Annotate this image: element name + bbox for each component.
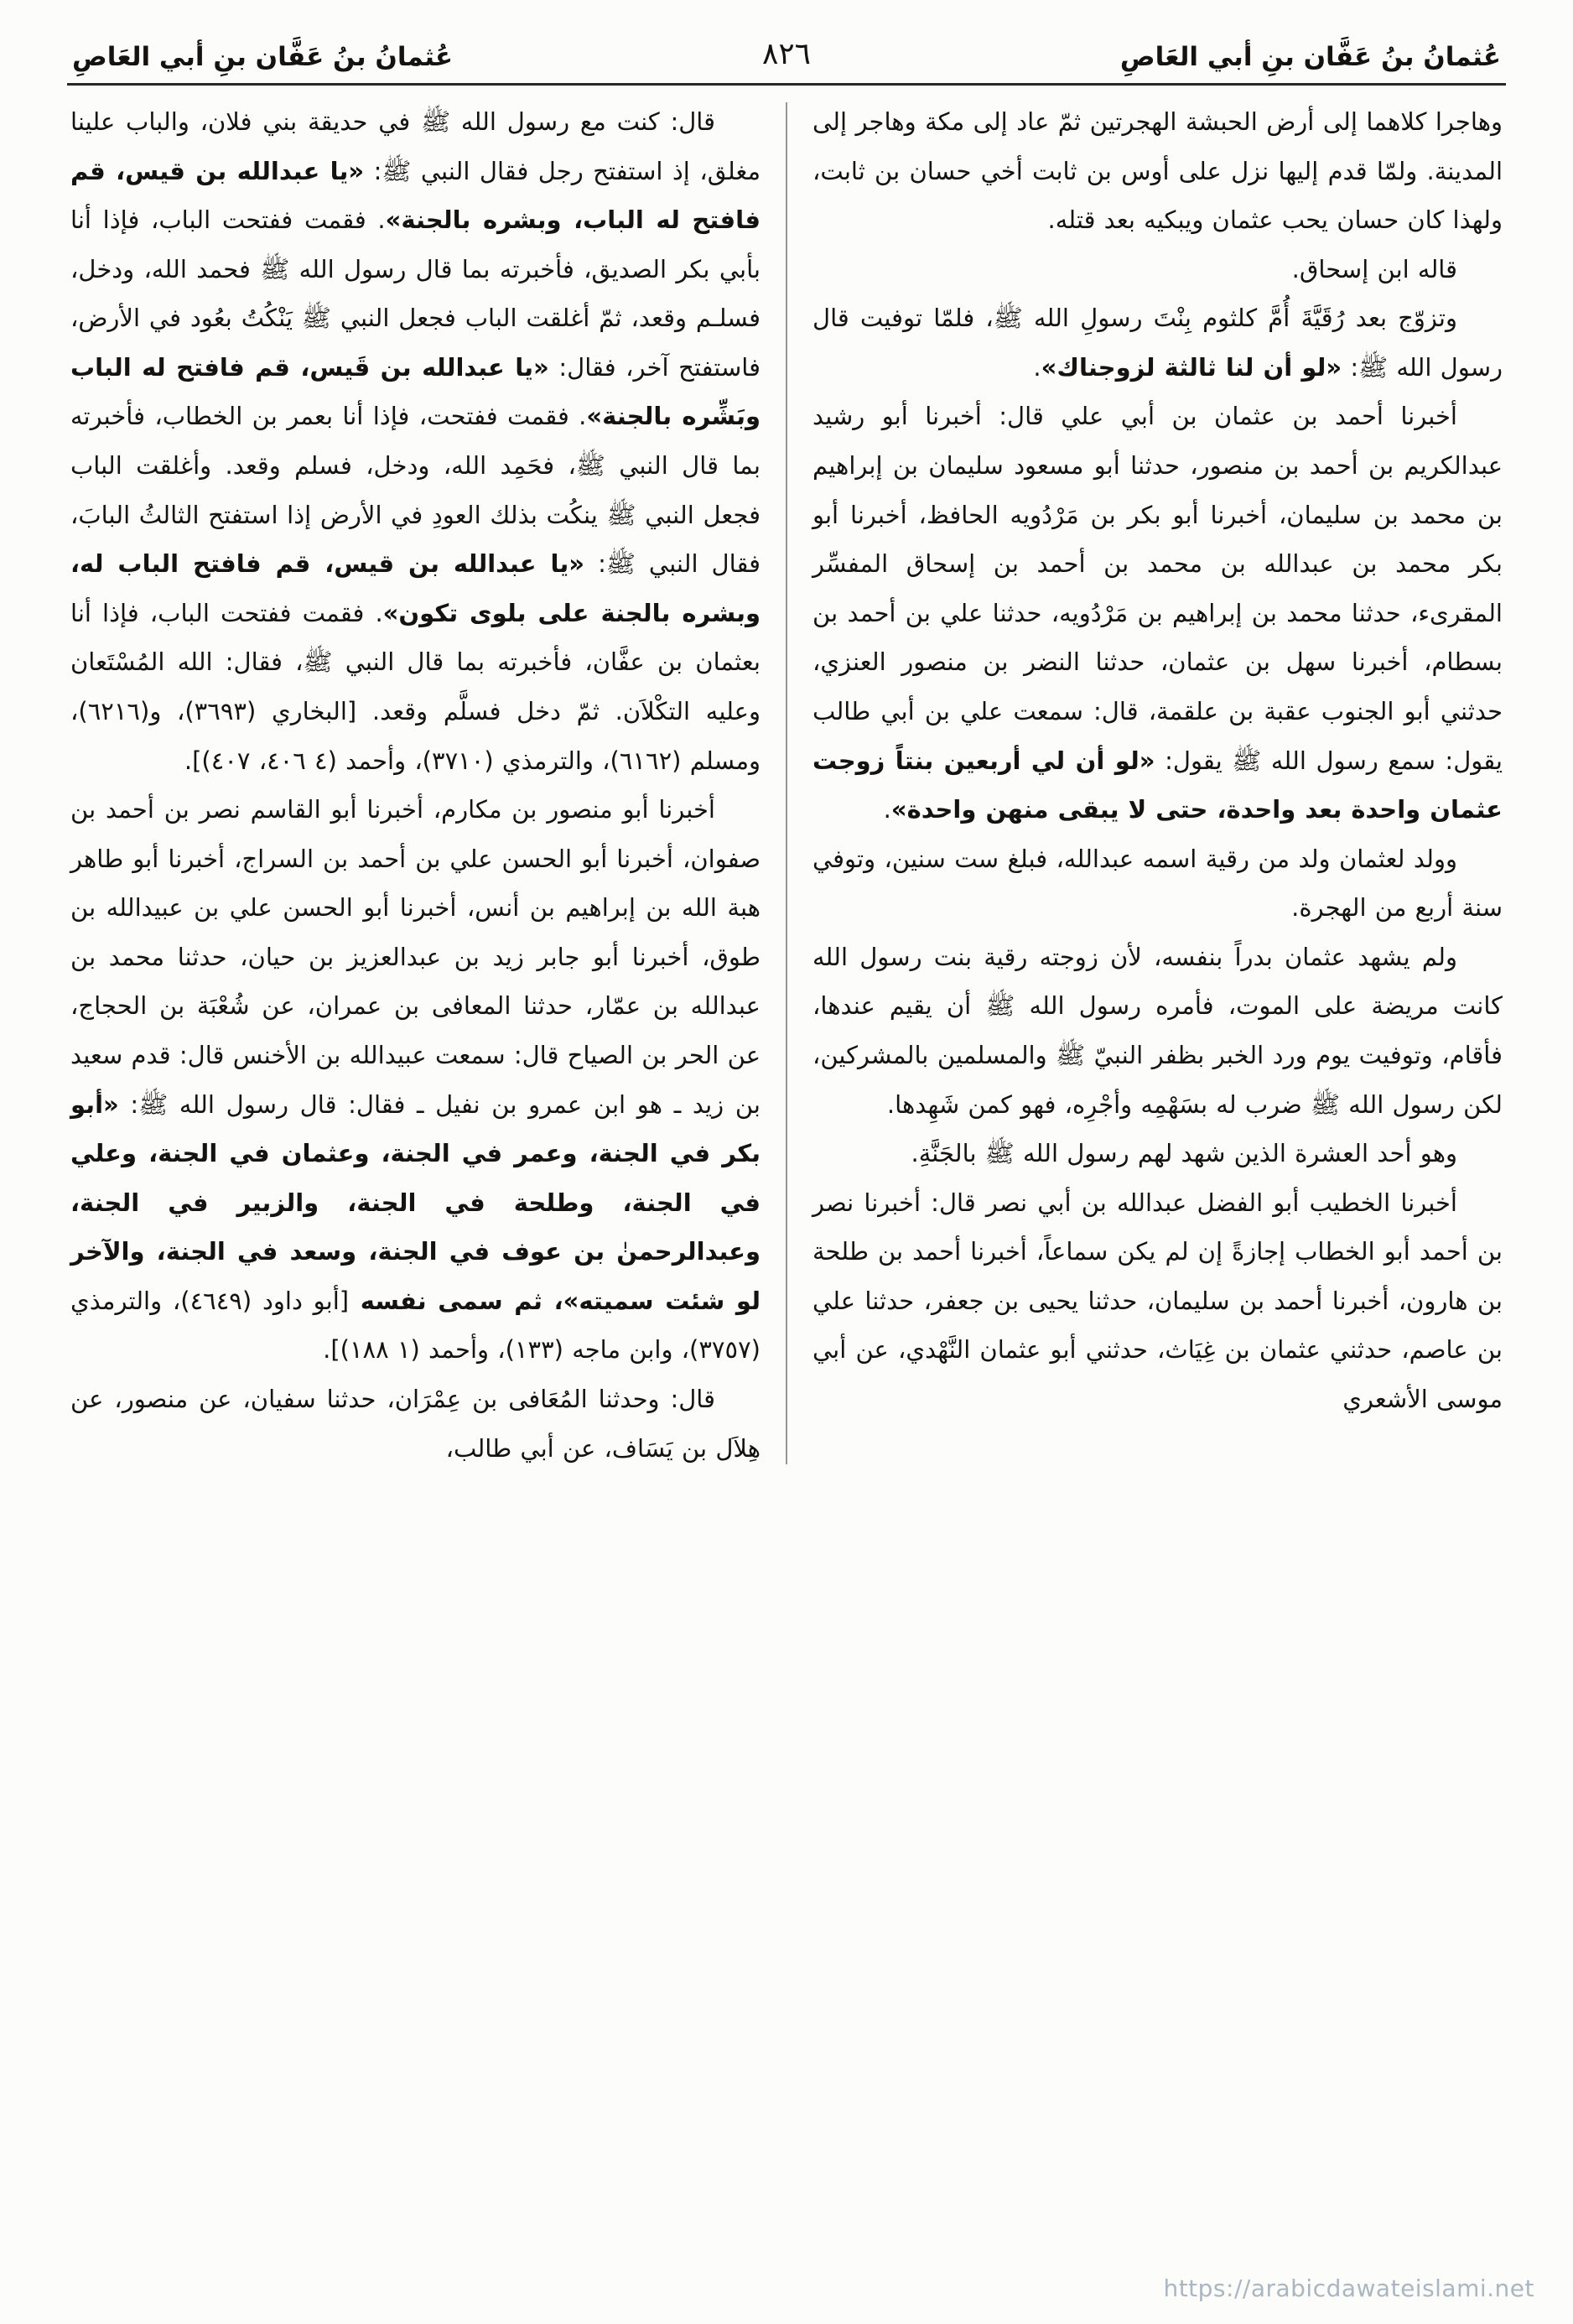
body-text: وولد لعثمان ولد من رقية اسمه عبدالله، فبلغ ست سنين، وتوفي سنة أربع من الهجرة. [812, 844, 1503, 923]
paragraph [70, 1375, 761, 1473]
paragraph [812, 245, 1503, 294]
header-title-right: عُثمانُ بنُ عَفَّان بنِ أبي العَاصِ [1119, 42, 1501, 72]
body-text: ولم يشهد عثمان بدراً بنفسه، لأن زوجته رقية بنت رسول الله كانت مريضة على الموت، فأمره رسول الله ﷺ أن يقيم عندها، فأقام، وتوفيت يوم ورد الخبر بظفر النبيّ ﷺ والمسلمين بالمشركين، لكن رسول الله ﷺ ضرب له بسَهْمِه وأجْرِه، فهو كمن شَهِدها. [812, 942, 1503, 1119]
body-text: قال: كنت مع رسول الله ﷺ في حديقة بني فلان، والباب علينا مغلق، إذ استفتح رجل فقال النبي ﷺ: [70, 107, 761, 185]
body-text: [أبو داود (٤٦٤٩)، والترمذي (٣٧٥٧)، وابن ماجه (١٣٣)، وأحمد (١ ١٨٨)]. [70, 1286, 761, 1365]
paragraph [812, 1129, 1503, 1178]
header-title-left: عُثمانُ بنُ عَفَّان بنِ أبي العَاصِ [72, 42, 454, 72]
body-text: . [883, 795, 891, 824]
paragraph [812, 834, 1503, 933]
paragraph [812, 933, 1503, 1129]
hadith-bold-text: «أبو بكر في الجنة، وعمر في الجنة، وعثمان في الجنة، وعلي في الجنة، وطلحة في الجنة، والزبير في الجنة، وعبدالرحمنٰ بن عوف في الجنة، وسعد في الجنة، والآخر لو شئت سميته»، ثم سمى نفسه [70, 1089, 761, 1315]
hadith-bold-text: «يا عبدالله بن قيس، قم فافتح له الباب، وبشره بالجنة» [70, 156, 761, 235]
right-column [787, 97, 1503, 1473]
paragraph [812, 97, 1503, 245]
body-text: قال: وحدثنا المُعَافى بن عِمْرَان، حدثنا سفيان، عن منصور، عن هِلاَل بن يَسَاف، عن أبي طالب، [70, 1385, 761, 1463]
body-text: أخبرنا أحمد بن عثمان بن أبي علي قال: أخبرنا أبو رشيد عبدالكريم بن أحمد بن منصور، حدثنا أبو مسعود سليمان بن إبراهيم بن محمد بن سليمان، أخبرنا أبو بكر بن مَرْدُويه الحافظ، أخبرنا أبو بكر محمد بن عبدالله بن محمد بن أحمد بن إسحاق المفسِّر المقرىء، حدثنا محمد بن إبراهيم بن مَرْدُويه، حدثنا علي بن أحمد بن بسطام، أخبرنا سهل بن عثمان، حدثنا النضر بن منصور العنزي، حدثني أبو الجنوب عقبة بن علقمة، قال: سمعت علي بن أبي طالب يقول: سمع رسول الله ﷺ يقول: [812, 402, 1503, 775]
body-text: . فقمت ففتحت الباب، فإذا أنا بعثمان بن عفَّان، فأخبرته بما قال النبي ﷺ، فقال: الله المُسْتَعان وعليه التكْلاَن. ثمّ دخل فسلَّم وقعد. [البخاري (٣٦٩٣)، و(٦٢١٦)، ومسلم (٦١٦٢)، والترمذي (٣٧١٠)، وأحمد (٤ ٤٠٦، ٤٠٧)]. [70, 598, 761, 775]
body-text: قاله ابن إسحاق. [1291, 254, 1457, 283]
watermark-url: https://arabicdawateislami.net [1163, 2275, 1534, 2302]
paragraph [812, 294, 1503, 392]
body-text: أخبرنا الخطيب أبو الفضل عبدالله بن أبي نصر قال: أخبرنا نصر بن أحمد أبو الخطاب إجازةً إن لم يكن سماعاً، أخبرنا أحمد بن طلحة بن هارون، أخبرنا أحمد بن سليمان، حدثنا يحيى بن جعفر، حدثنا علي بن عاصم، حدثني عثمان بن غِيَاث، حدثني أبو عثمان النَّهْدي، عن أبي موسى الأشعري [812, 1188, 1503, 1414]
page-header [0, 0, 1573, 80]
body-text: . [1033, 352, 1041, 382]
hadith-bold-text: «لو أن لنا ثالثة لزوجناك» [1041, 352, 1342, 382]
column-divider [786, 102, 787, 1464]
page-number: ٨٢٦ [762, 37, 812, 71]
body-text: وهو أحد العشرة الذين شهد لهم رسول الله ﷺ بالجَنَّةِ. [911, 1139, 1457, 1168]
hadith-bold-text: «لو أن لي أربعين بنتاً زوجت عثمان واحدة بعد واحدة، حتى لا يبقى منهن واحدة» [812, 746, 1503, 824]
body-text: أخبرنا أبو منصور بن مكارم، أخبرنا أبو القاسم نصر بن أحمد بن صفوان، أخبرنا أبو الحسن علي بن أحمد بن السراج، أخبرنا أبو طاهر هبة الله بن إبراهيم بن أنس، أخبرنا أبو الحسن علي بن عبيدالله بن طوق، أخبرنا أبو جابر زيد بن عبدالعزيز بن حيان، حدثنا محمد بن عبدالله بن عمّار، حدثنا المعافى بن عمران، عن شُعْبَة بن الحجاج، عن الحر بن الصياح قال: سمعت عبيدالله بن الأخنس قال: قدم سعيد بن زيد ـ هو ابن عمرو بن نفيل ـ فقال: قال رسول الله ﷺ: [70, 795, 761, 1119]
hadith-bold-text: «يا عبدالله بن قيس، قم فافتح الباب له، وبشره بالجنة على بلوى تكون» [70, 549, 761, 627]
body-text: . فقمت ففتحت الباب، فإذا أنا بأبي بكر الصديق، فأخبرته بما قال رسول الله ﷺ فحمد الله، ودخل، فسلـم وقعد، ثمّ أغلقت الباب فجعل النبي ﷺ يَنْكُتُ بعُود في الأرض، فاستفتح آخر، فقال: [70, 205, 761, 382]
text-columns [0, 86, 1573, 1473]
body-text: وتزوّج بعد رُقَيَّةَ أُمَّ كلثوم بِنْتَ رسولِ الله ﷺ، فلمّا توفيت قال رسول الله ﷺ: [812, 304, 1503, 382]
body-text: . فقمت ففتحت، فإذا أنا بعمر بن الخطاب، فأخبرته بما قال النبي ﷺ، فحَمِد الله، ودخل، فسلم وقعد. وأغلقت الباب فجعل النبي ﷺ ينكُت بذلك العودِ في الأرض إذا استفتح الثالثُ البابَ، فقال النبي ﷺ: [70, 402, 761, 579]
paragraph [812, 1178, 1503, 1424]
body-text: وهاجرا كلاهما إلى أرض الحبشة الهجرتين ثمّ عاد إلى مكة وهاجر إلى المدينة. ولمّا قدم إليها نزل على أوس بن ثابت أخي حسان بن ثابت، ولهذا كان حسان يحب عثمان ويبكيه بعد قتله. [812, 107, 1503, 235]
left-column [70, 97, 786, 1473]
paragraph [70, 785, 761, 1375]
paragraph [812, 392, 1503, 834]
hadith-bold-text: «يا عبدالله بن قَيس، قم فافتح له الباب وبَشِّره بالجنة» [70, 352, 761, 431]
paragraph [70, 97, 761, 785]
